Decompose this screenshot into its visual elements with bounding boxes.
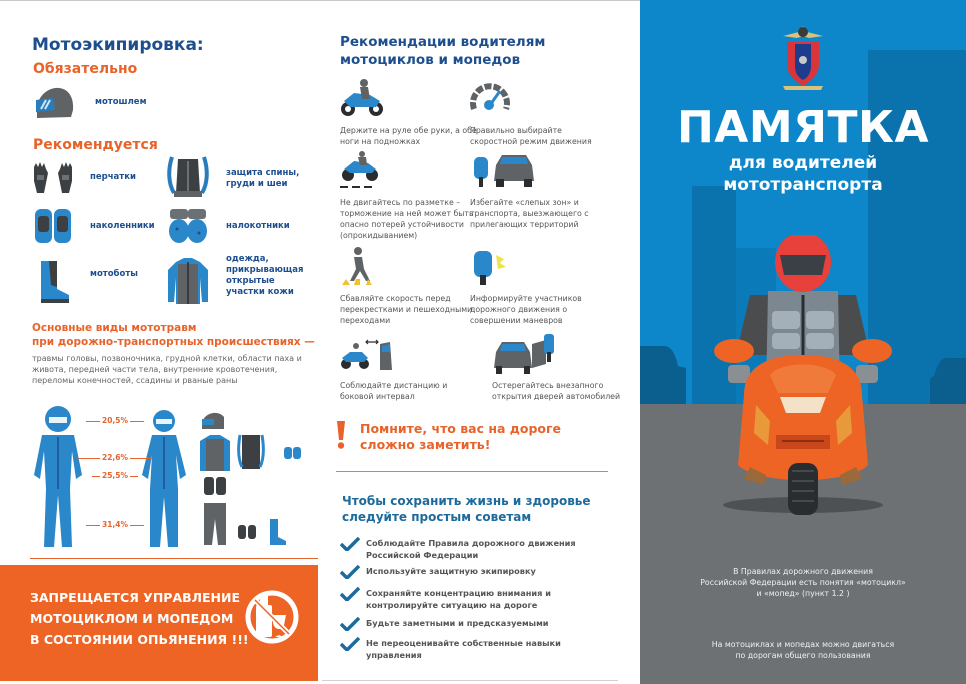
- gloves-icon: [32, 159, 74, 195]
- car-silhouette-right: [930, 356, 966, 406]
- boots-icon: [35, 259, 73, 305]
- equipment-panel: [0, 1, 320, 684]
- tip-speed: Правильно выбирайте скоростной режим движения: [470, 79, 610, 147]
- bottom-border: [322, 680, 618, 681]
- elbow-pads-label: налокотники: [226, 221, 290, 231]
- equipment-title: Мотоэкипировка:: [32, 35, 204, 55]
- tip-road-marking: Не двигайтесь по разметке – торможение на ней может быть опасно потерей устойчивости (опрокидыванием): [340, 151, 480, 241]
- checkmark-icon: [340, 537, 360, 551]
- blind-spot-icon: [470, 151, 540, 189]
- cover-note-definitions: В Правилах дорожного движения Российской Федерации есть понятия «мотоцикл» и «мопед» (пункт 1.2 ): [700, 567, 906, 598]
- motorcyclist-illustration: [710, 235, 896, 525]
- equipment-set-icons: [198, 407, 310, 547]
- injuries-heading: Основные виды мототравм при дорожно-транспортных происшествиях —: [32, 322, 315, 348]
- motorcyclist-icon: [340, 79, 384, 119]
- divider: [30, 558, 318, 559]
- turn-signal-icon: [470, 247, 510, 287]
- knee-pads-icon: [33, 207, 73, 245]
- checkmark-icon: [340, 637, 360, 651]
- jacket-icon: [166, 256, 210, 306]
- car-door-icon: [492, 334, 560, 376]
- jacket-label: одежда, прикрывающая открытые участки кожи: [226, 254, 304, 297]
- cover-title: ПАМЯТКА: [676, 102, 930, 153]
- tip-slow-down-crossings: Сбавляйте скорость перед перекрестками и пешеходными переходами: [340, 247, 480, 326]
- elbow-pads-icon: [168, 207, 208, 245]
- advice-item: Сохраняйте концентрацию внимания и контролируйте ситуацию на дороге: [340, 587, 600, 617]
- pedestrian-crossing-icon: [340, 247, 376, 287]
- arms-injury-stat: 25,5%: [90, 471, 140, 480]
- tip-distance: Соблюдайте дистанцию и боковой интервал: [340, 334, 480, 402]
- tip-hands-on-handlebar: Держите на руле обе руки, а обе ноги на подножках: [340, 79, 480, 147]
- advice-item: Не переоценивайте собственные навыки управления: [340, 637, 600, 661]
- ban-line-1: ЗАПРЕЩАЕТСЯ УПРАВЛЕНИЕ: [30, 590, 241, 605]
- advice-title: Чтобы сохранить жизнь и здоровье следуйте простым советам: [342, 494, 591, 524]
- checkmark-icon: [340, 617, 360, 631]
- checkmark-icon: [340, 565, 360, 579]
- tip-car-doors: Остерегайтесь внезапного открытия дверей автомобилей: [492, 334, 632, 402]
- tip-signal-maneuvers: Информируйте участников дорожного движения о совершении маневров: [470, 247, 610, 326]
- cover-panel: [640, 0, 966, 684]
- helmet-label: мотошлем: [95, 97, 147, 107]
- recommendations-title: Рекомендации водителям мотоциклов и мопедов: [340, 34, 546, 68]
- cover-subtitle: для водителей мототранспорта: [723, 153, 883, 195]
- boots-label: мотоботы: [90, 269, 138, 279]
- torso-injury-stat: 22,6%: [76, 453, 154, 462]
- knee-pads-label: наколенники: [90, 221, 155, 231]
- no-alcohol-icon: [242, 585, 302, 645]
- ban-line-2: МОТОЦИКЛОМ И МОПЕДОМ: [30, 611, 234, 626]
- gloves-label: перчатки: [90, 172, 136, 182]
- road-marking-icon: [340, 151, 380, 191]
- speedometer-icon: [470, 79, 510, 115]
- advice-list: [340, 537, 600, 661]
- helmet-icon: [33, 84, 75, 122]
- back-protector-icon: [166, 153, 210, 199]
- tip-blind-spots: Избегайте «слепых зон» и транспорта, выезжающего с прилегающих территорий: [470, 151, 610, 230]
- female-rider-figure: [138, 407, 190, 551]
- recommended-heading: Рекомендуется: [33, 137, 158, 153]
- ban-line-3: В СОСТОЯНИИ ОПЬЯНЕНИЯ !!!: [30, 632, 249, 647]
- cover-note-roads: На мотоциклах и мопедах можно двигаться по дорогам общего пользования: [711, 640, 895, 660]
- traffic-police-emblem: [779, 22, 827, 92]
- male-rider-figure: [30, 403, 86, 551]
- injuries-text: травмы головы, позвоночника, грудной клетки, области паха и живота, передней части тела, внутренние кровотечения, переломы конечностей, ссадины и рваные раны: [32, 354, 302, 385]
- mandatory-heading: Обязательно: [33, 61, 138, 77]
- distance-icon: [340, 334, 394, 374]
- advice-item: Соблюдайте Правила дорожного движения Российской Федерации: [340, 537, 600, 565]
- legs-injury-stat: 31,4%: [84, 520, 146, 529]
- car-silhouette-left: [640, 336, 688, 406]
- head-injury-stat: 20,5%: [84, 416, 146, 425]
- checkmark-icon: [340, 587, 360, 601]
- divider: [336, 471, 608, 472]
- injury-statistics-figure: [30, 399, 310, 559]
- advice-item: Используйте защитную экипировку: [340, 565, 600, 587]
- advice-item: Будьте заметными и предсказуемыми: [340, 617, 600, 637]
- recommendations-panel: Рекомендации водителям мотоциклов и мопедов Держите на руле обе руки, а обе ноги на подножках Правильно выбирайте скоростной режим движения Не двигайтесь по разметке – торможение на ней может быть опасно потерей устойчивости (опрокидыванием) Избегайте «слепых зон» и транспорта, выезжающего с прилегающих территорий Сбавляйте скорость перед перекрестками и пешеходными переходами Информируйте участников дорожного движения о совершении маневров Соблюдайте дистанцию и боковой интервал Остерегайтесь внезапного открытия дверей автомобилей Помните, что вас на дороге сложно заметить! Чтобы сохранить жизнь и здоровье следуйте простым советам Соблюдайте Правила дорожного движения Российской Федерации Используйте защитную экипировку Сохраняйте концентрацию внимания и контролируйте ситуацию на дороге Будьте заметными и предсказуемыми Не переоценивайте собственные навыки управления: [322, 1, 622, 684]
- back-protector-label: защита спины, груди и шеи: [226, 168, 300, 189]
- exclamation-icon: [336, 421, 346, 449]
- no-drunk-driving-banner: [0, 565, 318, 681]
